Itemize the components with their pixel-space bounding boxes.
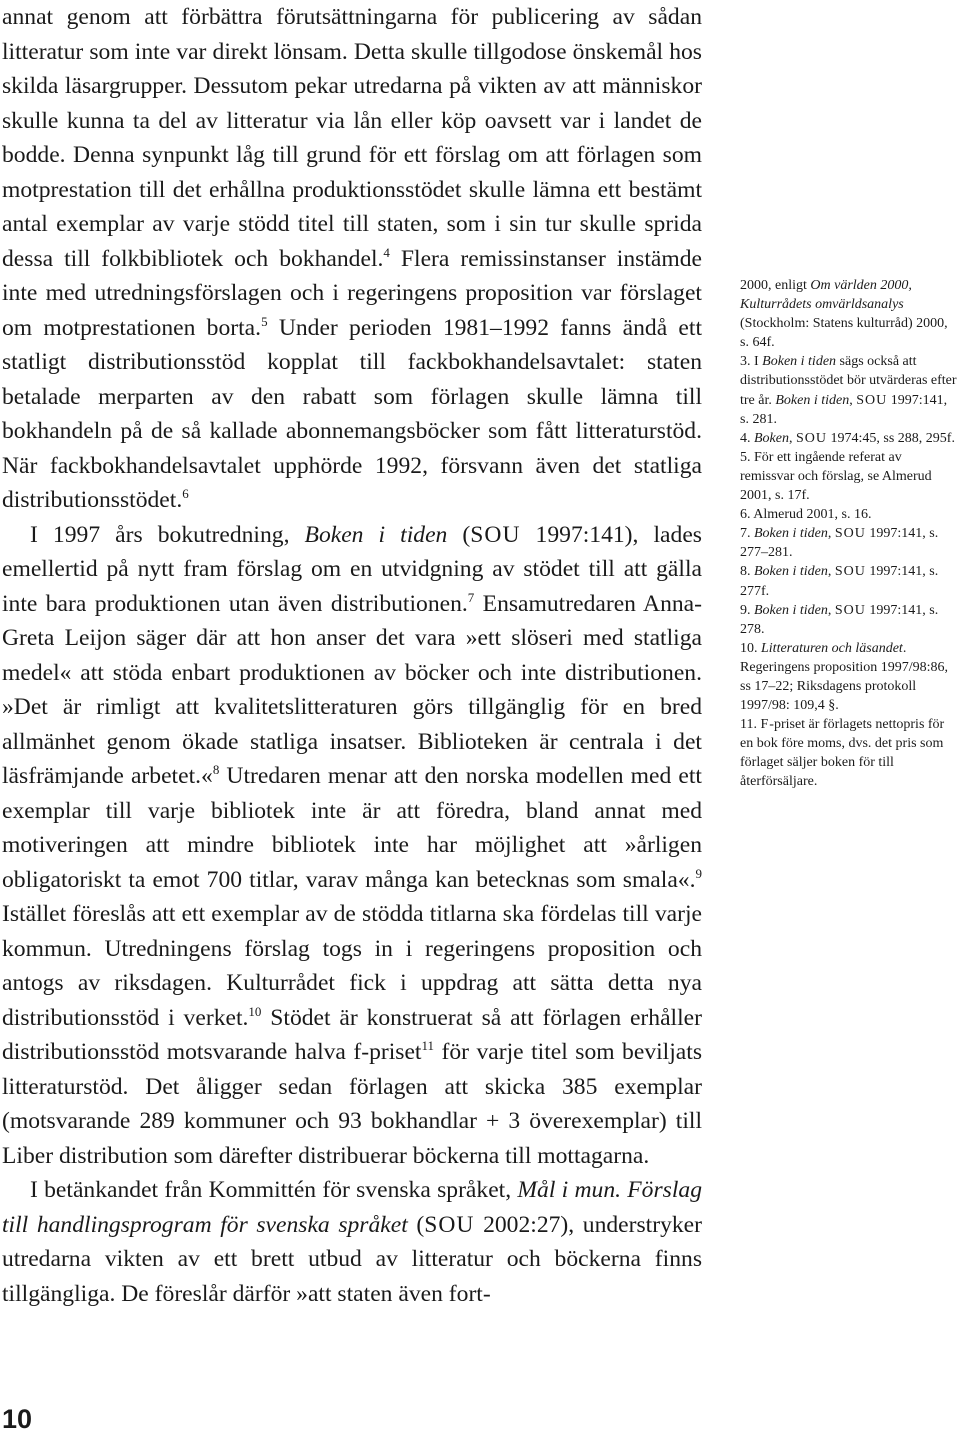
sou-abbrev: SOU <box>834 526 866 542</box>
text-run: 1997:141), lades emellertid på nytt fram förslag om en utvidgning av stödet till att gälla inte bara produktionen utan även distributionen. <box>2 521 702 617</box>
text-run: 1997:141, s. 277–281. <box>740 526 939 561</box>
text-run: (Stockholm: Statens kulturråd) 2000, s. 64f. <box>740 316 948 351</box>
text-run: 1997:141, s. 277f. <box>740 564 939 599</box>
text-run: I 1997 års bokutredning, <box>30 521 305 548</box>
footnote-ref-5[interactable]: 5 <box>261 313 268 329</box>
text-run: 1997:141, s. 278. <box>740 602 939 637</box>
text-run: ( <box>447 521 471 548</box>
text-run: , <box>788 430 796 446</box>
text-run: , <box>827 526 835 542</box>
small-caps-letter: F <box>760 717 770 733</box>
text-run: 2002:27), understryker utredarna vikten av ett brett utbud av litteratur och böckerna finns tillgängliga. De föreslår därför »att staten även fort- <box>2 1211 703 1307</box>
sou-abbrev: SOU <box>834 602 866 618</box>
footnote-number: 10. <box>740 640 758 656</box>
book-title: Om världen 2000, Kulturrådets omvärldsanalys <box>740 278 912 313</box>
text-run: 1997:141, s. 281. <box>740 392 948 427</box>
text-run: 2000, enligt <box>740 278 811 293</box>
text-run: Utredaren menar att den norska modellen med ett exemplar till varje bibliotek inte är att föredra, bland annat med motiveringen att mindre bibliotek inte har möjlighet att »årligen obligatoriskt ta emot 700 titlar, varav många kan betecknas som smala«. <box>2 763 702 893</box>
footnote-ref-6[interactable]: 6 <box>182 486 189 501</box>
footnote-number: 4. <box>740 430 751 446</box>
book-title: Boken i tiden <box>754 602 828 618</box>
book-title: Boken i tiden <box>304 521 448 548</box>
paragraph-1 <box>2 0 702 518</box>
footnote-ref-10[interactable]: 10 <box>248 1003 262 1019</box>
footnote-11 <box>740 715 958 791</box>
page-number: 10 <box>2 1404 33 1434</box>
footnote-number: 6. <box>740 507 751 523</box>
sou-abbrev: SOU <box>856 392 888 408</box>
footnote-number: 7. <box>740 526 751 542</box>
book-title: Litteraturen och läsandet <box>761 640 903 656</box>
text-run: sägs också att distributionsstödet bör utvärderas efter tre år. <box>740 354 957 408</box>
text-run: För ett ingående referat av remissvar och förslag, se Almerud 2001, s. 17f. <box>740 449 932 504</box>
footnote-4 <box>740 429 958 448</box>
footnote-number: 5. <box>740 449 751 465</box>
book-title: Boken i tiden <box>775 392 850 408</box>
footnote-number: 3. <box>740 354 751 370</box>
paragraph-3 <box>2 1173 702 1311</box>
footnote-2-continued <box>740 276 958 352</box>
text-run: I betänkandet från Kommittén för svenska språket, <box>30 1177 518 1203</box>
footnote-number: 9. <box>740 602 751 618</box>
text-run: 1974:45, ss 288, 295f. <box>827 430 955 446</box>
text-run: , <box>827 602 835 618</box>
book-title: Boken i tiden <box>762 354 837 370</box>
footnote-ref-9[interactable]: 9 <box>695 865 702 881</box>
footnote-10 <box>740 639 958 715</box>
text-run: Almerud 2001, s. 16. <box>750 507 872 523</box>
book-title: Mål i mun. Förslag till handlingsprogram för svenska språket <box>2 1177 702 1238</box>
sou-abbrev: SOU <box>424 1211 475 1238</box>
text-run: Istället föreslås att ett exemplar av de stödda titlarna ska fördelas till varje kommun. Utredningens förslag togs in i regeringens proposition och antogs av riksdagen. Kulturrådet fick i uppdrag att sätta detta nya distributionsstöd i verket. <box>2 901 702 1031</box>
footnote-ref-11[interactable]: 11 <box>421 1038 435 1053</box>
text-run: annat genom att förbättra förutsättningarna för publicering av sådan litteratur som inte var direkt lönsam. Detta skulle tillgodose önskemål hos skilda läsargrupper. Dessutom pekar utredarna på vikten av att människor skulle kunna ta del av litteratur via lån eller köp oavsett var i landet de bodde. Denna synpunkt låg till grund för ett förslag om att förlagen som motprestation till det erhållna produktionsstödet skulle lämna ett bestämt antal exemplar av varje stödd titel till staten, som i sin tur skulle sprida dessa till folkbibliotek och bokhandel. <box>2 4 702 272</box>
footnote-3 <box>740 352 958 428</box>
footnote-number: 11. <box>740 717 757 733</box>
book-title: Boken i tiden <box>754 526 828 542</box>
footnote-ref-8[interactable]: 8 <box>212 762 220 777</box>
sou-abbrev: SOU <box>834 564 866 580</box>
sou-abbrev: SOU <box>470 521 521 548</box>
footnote-6 <box>740 505 958 524</box>
footnote-7 <box>740 524 958 562</box>
sou-abbrev: SOU <box>795 430 827 446</box>
book-title: Boken i tiden <box>754 564 828 580</box>
footnote-number: 8. <box>740 564 751 580</box>
text-run: , <box>827 564 835 580</box>
main-text-column <box>2 0 702 1311</box>
text-run: Under perioden 1981–1992 fanns ändå ett statligt distributionsstöd kopplat till fackbokhandelsavtalet: staten betalade merparten av den rabatt som förlagen skulle lämna till bokhandeln på de så kallade abonnemangsböcker som fått litteraturstöd. När fackbokhandelsavtalet upphörde 1992, försvann även det statliga distributionsstödet. <box>2 314 702 513</box>
footnote-ref-7[interactable]: 7 <box>467 589 475 605</box>
footnote-9 <box>740 601 958 639</box>
footnote-5 <box>740 448 958 505</box>
text-run: , <box>849 392 857 408</box>
text-run: Flera remissinstanser instämde inte med utredningsförslagen och i regeringens proposition var förslaget om motprestationen borta. <box>2 245 702 341</box>
text-run: -priset är förlagets nettopris för en bok före moms, dvs. det pris som förlaget säljer boken för till återförsäljare. <box>740 717 945 790</box>
paragraph-2 <box>2 518 702 1174</box>
text-run: för varje titel som beviljats litteraturstöd. Det åligger sedan förlagen att skicka 385 exemplar (motsvarande 289 kommuner och 93 bokhandlar + 3 överexemplar) till Liber distribution som därefter distribuerar böckerna till mottagarna. <box>2 1039 703 1169</box>
footnotes-column <box>740 276 958 792</box>
text-run: I <box>750 354 763 370</box>
footnote-8 <box>740 562 958 600</box>
text-run: . Regeringens proposition 1997/98:86, ss 17–22; Riksdagens protokoll 1997/98: 109,4 §. <box>740 640 949 714</box>
book-title: Boken <box>754 430 789 446</box>
text-run: Stödet är konstruerat så att förlagen erhåller distributionsstöd motsvarande halva f-priset <box>2 1004 702 1065</box>
text-run: ( <box>407 1211 425 1238</box>
text-run: Ensamutredaren Anna-Greta Leijon säger där att hon anser det vara »ett slöseri med statliga medel« att stöda enbart produktionen av böcker och inte distributionen. »Det är rimligt att kvalitetslitteraturen görs tillgänglig för en bred allmänhet genom ökade statliga insatser. Biblioteken är centrala i det läsfrämjande arbetet.« <box>2 590 702 789</box>
footnote-ref-4[interactable]: 4 <box>383 244 390 260</box>
